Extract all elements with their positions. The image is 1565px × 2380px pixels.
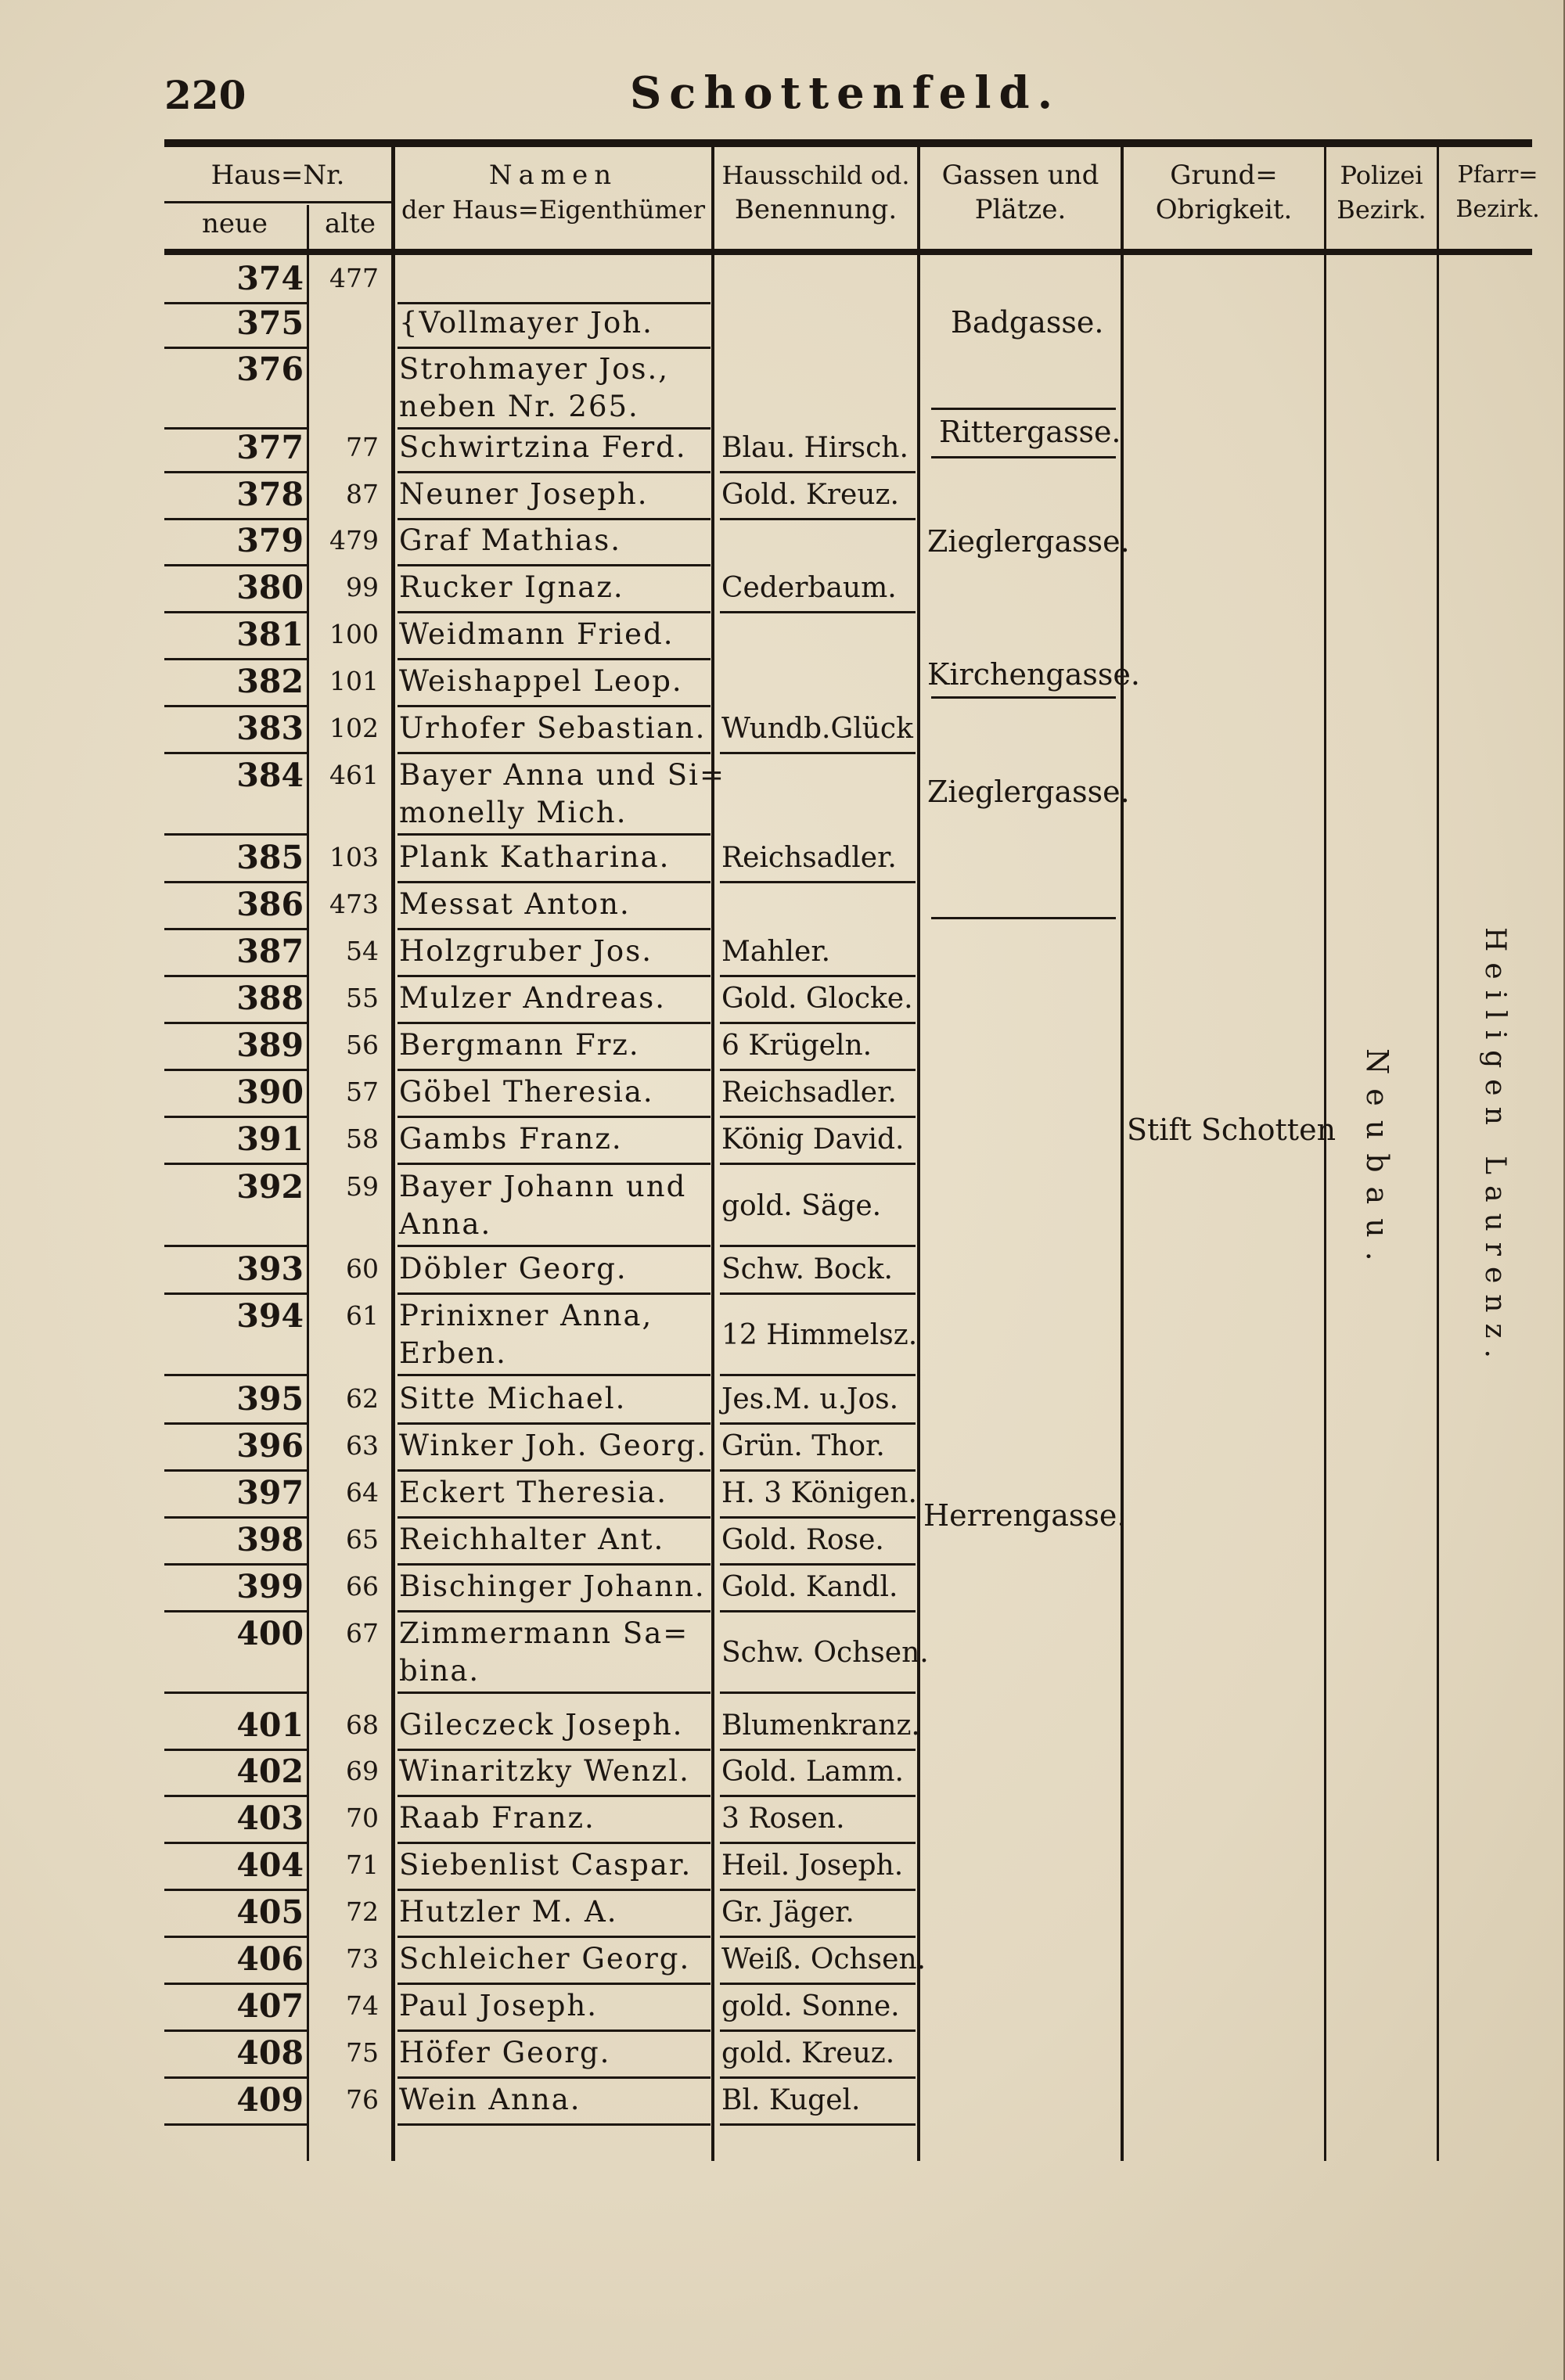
table-row xyxy=(164,1025,1553,1072)
house-sign: Reichsadler. xyxy=(721,1077,897,1109)
row-rule xyxy=(164,1374,307,1376)
haus-nr-split-rule xyxy=(164,201,391,203)
header-top-rule xyxy=(164,139,1532,147)
house-number-new: 394 xyxy=(236,1297,304,1335)
row-rule xyxy=(164,1245,307,1247)
table-row xyxy=(164,1296,1553,1377)
house-sign: gold. Sonne. xyxy=(721,1990,900,2022)
house-number-new: 399 xyxy=(236,1568,304,1605)
row-rule xyxy=(164,1692,307,1694)
row-rule xyxy=(164,1610,307,1612)
house-sign: Schw. Ochsen. xyxy=(721,1637,929,1669)
owner-name-line2: neben Nr. 265. xyxy=(399,390,639,423)
table-row xyxy=(164,614,1553,661)
house-number-new: 403 xyxy=(236,1799,304,1837)
row-rule xyxy=(164,1516,307,1519)
table-row xyxy=(164,1472,1553,1519)
house-number-old: 99 xyxy=(346,572,379,602)
owner-name: Plank Katharina. xyxy=(399,840,671,874)
table-row xyxy=(164,567,1553,614)
house-number-old: 87 xyxy=(346,479,379,509)
house-number-new: 390 xyxy=(236,1073,304,1111)
row-rule xyxy=(398,975,711,977)
house-number-old: 59 xyxy=(346,1171,379,1202)
table-row xyxy=(164,755,1553,836)
row-rule xyxy=(398,1795,711,1797)
house-number-new: 393 xyxy=(236,1250,304,1288)
owner-name-line2: Anna. xyxy=(399,1207,492,1241)
row-rule xyxy=(164,1163,307,1165)
row-rule xyxy=(720,975,916,977)
table-row xyxy=(164,303,1553,350)
house-number-new: 380 xyxy=(236,569,304,606)
house-number-new: 405 xyxy=(236,1893,304,1931)
owner-name: Weishappel Leop. xyxy=(399,664,683,698)
owner-name: {Vollmayer Joh. xyxy=(399,306,653,340)
house-number-new: 391 xyxy=(236,1120,304,1158)
row-rule xyxy=(164,1116,307,1118)
gasse-divider xyxy=(931,408,1116,410)
owner-name: Messat Anton. xyxy=(399,887,631,921)
owner-name: Döbler Georg. xyxy=(399,1252,628,1285)
row-rule xyxy=(164,833,307,836)
house-sign: König David. xyxy=(721,1123,905,1156)
row-rule xyxy=(164,2029,307,2032)
owner-name: Rucker Ignaz. xyxy=(399,570,624,604)
house-number-old: 75 xyxy=(346,2037,379,2068)
row-rule xyxy=(398,1610,711,1612)
house-number-old: 479 xyxy=(329,525,379,555)
house-sign: Gold. Kreuz. xyxy=(721,479,899,511)
row-rule xyxy=(398,1516,711,1519)
house-sign: Gold. Lamm. xyxy=(721,1756,904,1788)
row-rule xyxy=(164,471,307,473)
house-number-old: 72 xyxy=(346,1896,379,1927)
owner-name: Gileczeck Joseph. xyxy=(399,1708,684,1742)
house-number-new: 377 xyxy=(236,429,304,466)
row-rule xyxy=(720,2123,916,2126)
row-rule xyxy=(398,2076,711,2079)
row-rule xyxy=(164,1292,307,1295)
row-rule xyxy=(164,1069,307,1071)
house-sign: Weiß. Ochsen. xyxy=(721,1943,926,1976)
gasse-kirchengasse: Kirchengasse. xyxy=(927,657,1140,692)
house-number-old: 77 xyxy=(346,432,379,462)
row-rule xyxy=(720,1374,916,1376)
house-number-new: 392 xyxy=(236,1168,304,1206)
row-rule xyxy=(164,1022,307,1024)
row-rule xyxy=(720,1795,916,1797)
row-rule xyxy=(398,1116,711,1118)
house-sign: Mahler. xyxy=(721,936,831,968)
table-row xyxy=(164,1798,1553,1845)
owner-name: Strohmayer Jos., xyxy=(399,352,670,386)
gasse-divider xyxy=(931,456,1116,458)
house-number-old: 73 xyxy=(346,1943,379,1974)
house-number-old: 55 xyxy=(346,983,379,1013)
owner-name: Wein Anna. xyxy=(399,2083,581,2116)
row-rule xyxy=(164,705,307,707)
house-number-new: 374 xyxy=(236,260,304,297)
header-eigenthuemer: der Haus=Eigenthümer xyxy=(401,195,705,225)
header-polizei-bezirk: Bezirk. xyxy=(1337,195,1426,225)
row-rule xyxy=(164,752,307,754)
house-number-old: 69 xyxy=(346,1756,379,1786)
house-number-old: 61 xyxy=(346,1300,379,1331)
owner-name: Graf Mathias. xyxy=(399,523,622,557)
row-rule xyxy=(164,1422,307,1425)
row-rule xyxy=(164,1936,307,1938)
row-rule xyxy=(164,1795,307,1797)
row-rule xyxy=(398,1563,711,1566)
house-number-old: 71 xyxy=(346,1850,379,1880)
row-rule xyxy=(164,2123,307,2126)
row-rule xyxy=(720,1889,916,1891)
table-row xyxy=(164,1072,1553,1119)
house-number-new: 382 xyxy=(236,663,304,700)
row-rule xyxy=(164,2076,307,2079)
owner-name: Winaritzky Wenzl. xyxy=(399,1754,690,1788)
house-number-old: 461 xyxy=(329,760,379,790)
page-number: 220 xyxy=(164,72,246,118)
row-rule xyxy=(398,1842,711,1844)
house-number-new: 402 xyxy=(236,1753,304,1790)
house-number-old: 54 xyxy=(346,936,379,966)
table-row xyxy=(164,1892,1553,1939)
row-rule xyxy=(398,1983,711,1985)
house-sign: Blumenkranz. xyxy=(721,1710,920,1742)
owner-name-line2: bina. xyxy=(399,1654,480,1688)
house-number-new: 401 xyxy=(236,1706,304,1744)
row-rule xyxy=(164,611,307,613)
house-sign: gold. Säge. xyxy=(721,1190,882,1222)
row-rule xyxy=(164,658,307,660)
row-rule xyxy=(720,1292,916,1295)
gasse-zieglergasse-2: Zieglergasse. xyxy=(927,775,1130,809)
table-row xyxy=(164,1751,1553,1798)
table-row xyxy=(164,1167,1553,1248)
house-number-new: 395 xyxy=(236,1380,304,1418)
house-number-new: 385 xyxy=(236,839,304,876)
table-row xyxy=(164,1425,1553,1472)
owner-name: Bischinger Johann. xyxy=(399,1569,706,1603)
owner-name: Holzgruber Jos. xyxy=(399,934,653,968)
table-row xyxy=(164,2033,1553,2080)
row-rule xyxy=(398,928,711,930)
owner-name: Winker Joh. Georg. xyxy=(399,1429,708,1462)
house-sign: Wundb.Glück xyxy=(721,713,913,745)
owner-name: Göbel Theresia. xyxy=(399,1075,654,1109)
house-number-new: 379 xyxy=(236,522,304,559)
table-row xyxy=(164,474,1553,521)
house-number-old: 100 xyxy=(329,619,379,649)
table-row xyxy=(164,1939,1553,1986)
owner-name: Eckert Theresia. xyxy=(399,1476,667,1509)
house-sign: Blau. Hirsch. xyxy=(721,432,908,464)
row-rule xyxy=(720,1692,916,1694)
house-number-new: 386 xyxy=(236,886,304,923)
header-plaetze: Plätze. xyxy=(974,194,1067,225)
house-sign: H. 3 Königen. xyxy=(721,1477,917,1509)
table-row xyxy=(164,1519,1553,1566)
house-number-old: 477 xyxy=(329,263,379,293)
house-number-old: 60 xyxy=(346,1253,379,1284)
house-sign: 6 Krügeln. xyxy=(721,1030,872,1062)
gasse-herrengasse: Herrengasse. xyxy=(923,1498,1127,1533)
row-rule xyxy=(398,564,711,566)
house-number-new: 396 xyxy=(236,1427,304,1465)
table-row xyxy=(164,931,1553,978)
house-sign: Gold. Glocke. xyxy=(721,983,913,1015)
header-polizei: Polizei xyxy=(1340,160,1423,190)
table-row xyxy=(164,1705,1553,1752)
header-hausschild: Hausschild od. xyxy=(721,160,910,190)
owner-name: Gambs Franz. xyxy=(399,1122,623,1156)
owner-name: Sitte Michael. xyxy=(399,1382,627,1415)
owner-name: Bayer Johann und xyxy=(399,1170,687,1203)
row-rule xyxy=(720,1163,916,1165)
header-gassen: Gassen und xyxy=(941,160,1099,191)
house-sign: Gr. Jäger. xyxy=(721,1896,854,1929)
house-number-old: 74 xyxy=(346,1990,379,2021)
table-row xyxy=(164,837,1553,884)
house-number-new: 383 xyxy=(236,710,304,747)
table-row xyxy=(164,2080,1553,2127)
gasse-badgasse: Badgasse. xyxy=(951,305,1104,340)
house-number-old: 58 xyxy=(346,1123,379,1154)
row-rule xyxy=(164,1469,307,1472)
house-number-old: 102 xyxy=(329,713,379,743)
row-rule xyxy=(164,975,307,977)
table-row xyxy=(164,1566,1553,1613)
header-namen: Namen xyxy=(488,160,618,191)
row-rule xyxy=(398,1069,711,1071)
header-neue: neue xyxy=(201,208,268,239)
owner-name: Prinixner Anna, xyxy=(399,1299,653,1332)
row-rule xyxy=(720,1245,916,1247)
row-rule xyxy=(720,1422,916,1425)
table-row xyxy=(164,884,1553,931)
row-rule xyxy=(720,1116,916,1118)
header-pfarr: Pfarr= xyxy=(1457,161,1538,189)
header-alte: alte xyxy=(325,208,376,239)
house-number-new: 378 xyxy=(236,476,304,513)
house-number-new: 376 xyxy=(236,351,304,388)
house-sign: Gold. Kandl. xyxy=(721,1571,898,1603)
header-pfarr-bezirk: Bezirk. xyxy=(1455,196,1540,223)
row-rule xyxy=(720,881,916,883)
owner-name: Siebenlist Caspar. xyxy=(399,1848,693,1882)
house-sign: 12 Himmelsz. xyxy=(721,1319,918,1351)
polizei-bezirk-neubau: Neubau. xyxy=(1360,1048,1394,1275)
table-row xyxy=(164,1249,1553,1296)
row-rule xyxy=(398,1889,711,1891)
house-number-old: 64 xyxy=(346,1477,379,1508)
row-rule xyxy=(398,1936,711,1938)
house-number-old: 66 xyxy=(346,1571,379,1602)
gasse-rittergasse: Rittergasse. xyxy=(939,415,1121,449)
row-rule xyxy=(398,1469,711,1472)
house-number-new: 375 xyxy=(236,304,304,342)
row-rule xyxy=(720,1842,916,1844)
house-number-new: 408 xyxy=(236,2034,304,2072)
house-number-new: 404 xyxy=(236,1846,304,1884)
row-rule xyxy=(720,2076,916,2079)
gasse-divider xyxy=(931,696,1116,699)
owner-name: Raab Franz. xyxy=(399,1801,595,1835)
house-number-old: 56 xyxy=(346,1030,379,1060)
table-row xyxy=(164,1119,1553,1166)
pfarr-bezirk-heiligen-laurenz: Heiligen Laurenz. xyxy=(1479,927,1511,1369)
house-sign: Bl. Kugel. xyxy=(721,2084,861,2116)
owner-name: Schleicher Georg. xyxy=(399,1942,691,1976)
owner-name: Urhofer Sebastian. xyxy=(399,711,707,745)
row-rule xyxy=(720,1563,916,1566)
house-number-old: 76 xyxy=(346,2084,379,2115)
house-number-new: 407 xyxy=(236,1987,304,2025)
row-rule xyxy=(720,1936,916,1938)
owner-name: Mulzer Andreas. xyxy=(399,981,667,1015)
house-number-old: 70 xyxy=(346,1803,379,1833)
row-rule xyxy=(720,1516,916,1519)
row-rule xyxy=(720,1610,916,1612)
house-number-new: 409 xyxy=(236,2081,304,2119)
house-sign: Heil. Joseph. xyxy=(721,1850,904,1882)
house-number-old: 103 xyxy=(329,842,379,872)
house-sign: 3 Rosen. xyxy=(721,1803,845,1835)
row-rule xyxy=(164,1563,307,1566)
owner-name: Schwirtzina Ferd. xyxy=(399,430,687,464)
house-sign: Reichsadler. xyxy=(721,842,897,874)
house-number-old: 62 xyxy=(346,1383,379,1414)
row-rule xyxy=(398,752,711,754)
house-number-new: 387 xyxy=(236,933,304,970)
header-grund: Grund= xyxy=(1170,160,1278,191)
table-row xyxy=(164,708,1553,755)
row-rule xyxy=(398,658,711,660)
grund-obrigkeit: Stift Schotten xyxy=(1127,1113,1337,1147)
house-number-new: 406 xyxy=(236,1940,304,1978)
table-row xyxy=(164,1379,1553,1425)
owner-name: Neuner Joseph. xyxy=(399,477,649,511)
row-rule xyxy=(164,881,307,883)
row-rule xyxy=(398,1292,711,1295)
house-sign: gold. Kreuz. xyxy=(721,2037,895,2069)
house-number-old: 68 xyxy=(346,1710,379,1740)
header-bottom-rule xyxy=(164,249,1532,255)
row-rule xyxy=(720,2029,916,2032)
house-number-new: 397 xyxy=(236,1474,304,1512)
owner-name: Höfer Georg. xyxy=(399,2036,611,2069)
table-row xyxy=(164,520,1553,567)
house-number-old: 57 xyxy=(346,1077,379,1107)
row-rule xyxy=(164,1983,307,1985)
house-number-new: 400 xyxy=(236,1615,304,1652)
row-rule xyxy=(398,881,711,883)
house-sign: Jes.M. u.Jos. xyxy=(721,1383,899,1415)
gasse-zieglergasse-1: Zieglergasse. xyxy=(927,524,1130,559)
house-number-new: 381 xyxy=(236,616,304,653)
table-row xyxy=(164,258,1553,305)
row-rule xyxy=(720,1983,916,1985)
row-rule xyxy=(398,1422,711,1425)
owner-name-line2: Erben. xyxy=(399,1336,507,1370)
header-benennung: Benennung. xyxy=(734,194,898,225)
owner-name: Zimmermann Sa= xyxy=(399,1616,689,1650)
row-rule xyxy=(164,928,307,930)
table-row xyxy=(164,1845,1553,1892)
owner-name: Reichhalter Ant. xyxy=(399,1523,665,1556)
table-row xyxy=(164,1986,1553,2033)
owner-name: Bergmann Frz. xyxy=(399,1028,640,1062)
house-sign: Cederbaum. xyxy=(721,572,897,604)
row-rule xyxy=(398,1245,711,1247)
row-rule xyxy=(720,752,916,754)
row-rule xyxy=(720,1069,916,1071)
house-number-old: 101 xyxy=(329,666,379,696)
house-number-old: 63 xyxy=(346,1430,379,1461)
table-row xyxy=(164,427,1553,474)
row-rule xyxy=(398,1374,711,1376)
row-rule xyxy=(720,611,916,613)
house-number-old: 67 xyxy=(346,1618,379,1648)
table-row xyxy=(164,1613,1553,1695)
house-sign: Gold. Rose. xyxy=(721,1524,884,1556)
house-sign: Schw. Bock. xyxy=(721,1253,893,1285)
row-rule xyxy=(164,564,307,566)
house-number-new: 398 xyxy=(236,1521,304,1559)
row-rule xyxy=(398,2029,711,2032)
row-rule xyxy=(164,1842,307,1844)
row-rule xyxy=(398,1163,711,1165)
owner-name: Bayer Anna und Si= xyxy=(399,758,725,792)
row-rule xyxy=(398,705,711,707)
owner-name: Hutzler M. A. xyxy=(399,1895,618,1929)
row-rule xyxy=(398,1022,711,1024)
house-number-new: 389 xyxy=(236,1026,304,1064)
house-number-new: 388 xyxy=(236,980,304,1017)
row-rule xyxy=(398,833,711,836)
table-row xyxy=(164,349,1553,430)
header-obrigkeit: Obrigkeit. xyxy=(1155,194,1293,225)
house-number-old: 65 xyxy=(346,1524,379,1555)
owner-name: Weidmann Fried. xyxy=(399,617,675,651)
row-rule xyxy=(398,471,711,473)
gasse-divider xyxy=(931,917,1116,919)
table-row xyxy=(164,661,1553,708)
row-rule xyxy=(164,1889,307,1891)
table-row xyxy=(164,978,1553,1025)
row-rule xyxy=(398,1692,711,1694)
header-haus-nr: Haus=Nr. xyxy=(210,160,345,191)
house-number-old: 473 xyxy=(329,889,379,919)
row-rule xyxy=(398,2123,711,2126)
row-rule xyxy=(720,1469,916,1472)
row-rule xyxy=(720,471,916,473)
house-number-new: 384 xyxy=(236,757,304,794)
page-title: Schottenfeld. xyxy=(629,67,1061,119)
owner-name-line2: monelly Mich. xyxy=(399,796,628,829)
row-rule xyxy=(720,1022,916,1024)
owner-name: Paul Joseph. xyxy=(399,1989,598,2022)
row-rule xyxy=(398,611,711,613)
house-sign: Grün. Thor. xyxy=(721,1430,885,1462)
